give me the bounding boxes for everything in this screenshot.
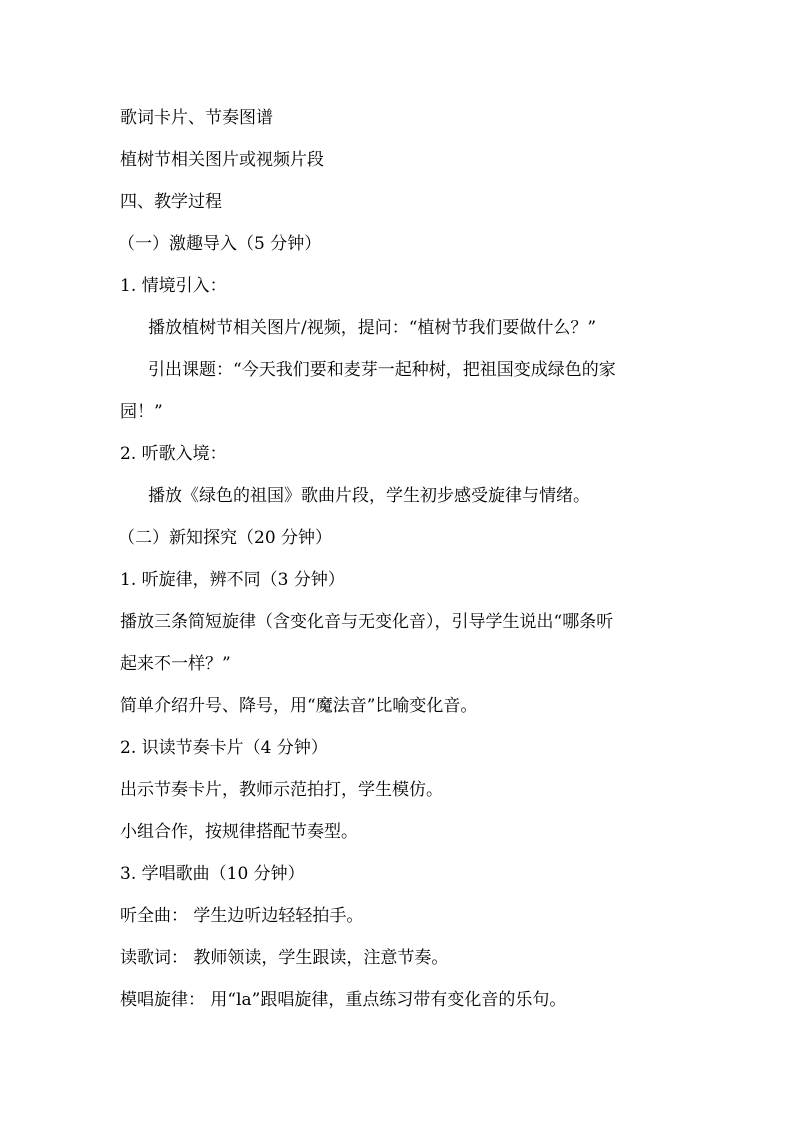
step-heading-learn-song: 3. 学唱歌曲（10 分钟） bbox=[120, 864, 305, 884]
paragraph-group-work: 小组合作，按规律搭配节奏型。 bbox=[120, 822, 358, 842]
paragraph-introduce-topic-cont: 园！” bbox=[120, 402, 163, 422]
materials-lyrics-cards: 歌词卡片、节奏图谱 bbox=[120, 108, 273, 128]
paragraph-introduce-topic: 引出课题：“今天我们要和麦芽一起种树，把祖国变成绿色的家 bbox=[148, 360, 616, 380]
paragraph-three-melodies-cont: 起来不一样？” bbox=[120, 654, 231, 674]
materials-arbor-day-media: 植树节相关图片或视频片段 bbox=[120, 150, 324, 170]
step-heading-scenario: 1. 情境引入： bbox=[120, 276, 227, 296]
paragraph-hum-melody: 模唱旋律： 用“la”跟唱旋律，重点练习带有变化音的乐句。 bbox=[120, 990, 567, 1010]
paragraph-show-cards: 出示节奏卡片，教师示范拍打，学生模仿。 bbox=[120, 780, 443, 800]
subsection-heading-explore: （二）新知探究（20 分钟） bbox=[118, 528, 333, 548]
step-heading-melody: 1. 听旋律，辨不同（3 分钟） bbox=[120, 570, 345, 590]
step-heading-rhythm-cards: 2. 识读节奏卡片（4 分钟） bbox=[120, 738, 328, 758]
paragraph-read-lyrics: 读歌词： 教师领读，学生跟读，注意节奏。 bbox=[120, 948, 449, 968]
subsection-heading-warmup: （一）激趣导入（5 分钟） bbox=[118, 234, 322, 254]
paragraph-play-song: 播放《绿色的祖国》歌曲片段，学生初步感受旋律与情绪。 bbox=[148, 486, 590, 506]
paragraph-play-media: 播放植树节相关图片/视频，提问：“植树节我们要做什么？” bbox=[148, 318, 597, 338]
step-heading-listen: 2. 听歌入境： bbox=[120, 444, 227, 464]
paragraph-three-melodies: 播放三条简短旋律（含变化音与无变化音），引导学生说出“哪条听 bbox=[120, 612, 614, 632]
section-heading-teaching-process: 四、教学过程 bbox=[120, 192, 222, 212]
paragraph-listen-full: 听全曲： 学生边听边轻轻拍手。 bbox=[120, 906, 364, 926]
paragraph-sharps-flats: 简单介绍升号、降号，用“魔法音”比喻变化音。 bbox=[120, 696, 478, 716]
